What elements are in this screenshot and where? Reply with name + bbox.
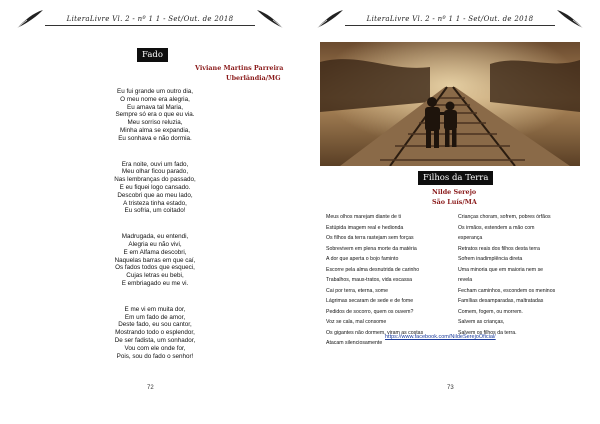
poem-line: Os irmãos, estendem a mão com xyxy=(458,224,535,231)
stanza xyxy=(95,161,215,216)
poem-line: Os fados todos que esqueci, xyxy=(115,264,195,272)
poem-line: Sempre só era o que eu via. xyxy=(115,111,195,119)
page-number: 73 xyxy=(447,385,454,391)
poem-line: Crianças choram, sofrem, pobres órfãos xyxy=(458,214,551,220)
poem-line: Eu amava tal Maria, xyxy=(127,103,183,111)
poem-line: Descobri que ao meu lado, xyxy=(117,191,193,199)
poem-title: Fado xyxy=(137,48,168,62)
page-number: 72 xyxy=(147,385,154,391)
poem-line: Eu fui grande um outro dia, xyxy=(117,88,193,95)
poem-line: O meu nome era alegria, xyxy=(120,95,190,103)
author-location: São Luís/MA xyxy=(432,198,477,206)
quill-icon xyxy=(255,8,285,30)
right-page xyxy=(300,0,600,424)
children-railway-photo xyxy=(320,42,580,166)
author-name: Nilde Serejo xyxy=(432,188,477,196)
poem-line: Eu sofria, um coitado! xyxy=(124,207,186,215)
poem-line: E eu fiquei logo cansado. xyxy=(119,183,191,191)
poem-line: Os filhos da terra rastejam sem forças xyxy=(326,235,414,241)
poem-column-left xyxy=(326,212,458,349)
poem-line: E me vi em muita dor, xyxy=(124,305,186,313)
stanza xyxy=(95,233,215,288)
poem-line: Meu olhar ficou parado, xyxy=(121,168,189,176)
poem-line: Eu sonhava e não dormia. xyxy=(118,134,192,142)
poem-line: A tristeza tinha estado, xyxy=(123,199,187,207)
poem-line: Em um fado de amor, xyxy=(124,313,186,321)
poem-line: Sofrem inadimplência direta xyxy=(458,256,523,262)
stanza xyxy=(95,88,215,143)
poem-line: Vou com ele onde for, xyxy=(124,344,186,352)
header-text: LiteraLivre Vl. 2 - nº 1 1 - Set/Out. de 2018 xyxy=(66,15,234,23)
poem-line: E embriagado eu me vi. xyxy=(121,279,189,287)
poem-line: Salvem os filhos da terra. xyxy=(458,329,517,336)
poem-line: Minha alma se expandia, xyxy=(119,126,190,134)
poem-line: Voz se cala, mal consome xyxy=(326,319,387,325)
poem-line: Salvem as crianças, xyxy=(458,319,505,325)
facebook-link[interactable]: https://www.facebook.com/NildeSerejoOficial/ xyxy=(385,334,496,340)
poem-line: Estúpida imagem real e hedionda xyxy=(326,224,404,231)
header-rule xyxy=(345,25,555,26)
poem-line: Famílias desamparadas, maltratadas xyxy=(458,298,544,304)
poem-line: Madrugada, eu entendi, xyxy=(121,233,189,241)
poem-line: Deste fado, eu sou cantor, xyxy=(118,321,192,329)
page-header xyxy=(15,8,285,30)
header-rule xyxy=(45,25,255,26)
poem-line: Uma minoria que em maioria nem se xyxy=(458,266,544,273)
poem-line: Cai por terra, eterna, some xyxy=(326,287,388,294)
page-header xyxy=(315,8,585,30)
poem-line: Escorre pela alma desnutrida de carinho xyxy=(326,266,420,273)
poem-line: Meus olhos marejam diante de ti xyxy=(326,214,401,220)
poem-line: A dor que aperta o bojo faminto xyxy=(326,256,399,262)
poem-line: De ser fadista, um sonhador, xyxy=(114,336,196,344)
poem-title: Filhos da Terra xyxy=(418,171,493,185)
poem-line: esperança xyxy=(458,235,483,241)
header-text: LiteraLivre Vl. 2 - nº 1 1 - Set/Out. de 2018 xyxy=(366,15,534,23)
poem-line: Atacam silenciosamente xyxy=(326,340,383,346)
poem-column-right xyxy=(458,212,590,338)
poem-line: Meu sorriso reluzia, xyxy=(127,119,183,127)
poem-line: Era noite, ouvi um fado, xyxy=(121,160,189,168)
poem-line: Pedidos de socorro, quem os ouvem? xyxy=(326,308,414,315)
poem-line: Retratos reais dos filhos desta terra xyxy=(458,245,540,252)
poem-line: Os gigantes não dormem, viram as costas xyxy=(326,329,424,336)
quill-icon xyxy=(555,8,585,30)
poem-line: Mostrando todo o esplendor, xyxy=(115,329,195,337)
poem-line: Naquelas barras em que caí, xyxy=(114,256,196,264)
poem-line: Comem, fogem, ou morrem. xyxy=(458,308,523,315)
poem-line: Pois, sou do fado o senhor! xyxy=(116,352,194,360)
poem-line: Lágrimas secaram de sede e de fome xyxy=(326,298,414,304)
poem-line: Fecham caminhos, escondem os meninos xyxy=(458,287,556,294)
author-name: Viviane Martins Parreira xyxy=(195,64,284,72)
poem-body xyxy=(95,88,215,368)
poem-line: Sobrevivem em plena morte da matéria xyxy=(326,245,417,252)
poem-line: revela xyxy=(458,277,473,283)
poem-line: Trabalhos, maus-tratos, vida escassa xyxy=(326,277,413,283)
stanza xyxy=(95,306,215,361)
author-location: Uberlândia/MG xyxy=(226,74,281,82)
poem-line: Cujas letras eu bebi, xyxy=(126,272,184,280)
poem-line: E em Alfama descobri, xyxy=(123,248,187,256)
poem-line: Alegria eu não vivi, xyxy=(128,240,182,248)
poem-line: Nas lembranças do passado, xyxy=(114,176,196,184)
